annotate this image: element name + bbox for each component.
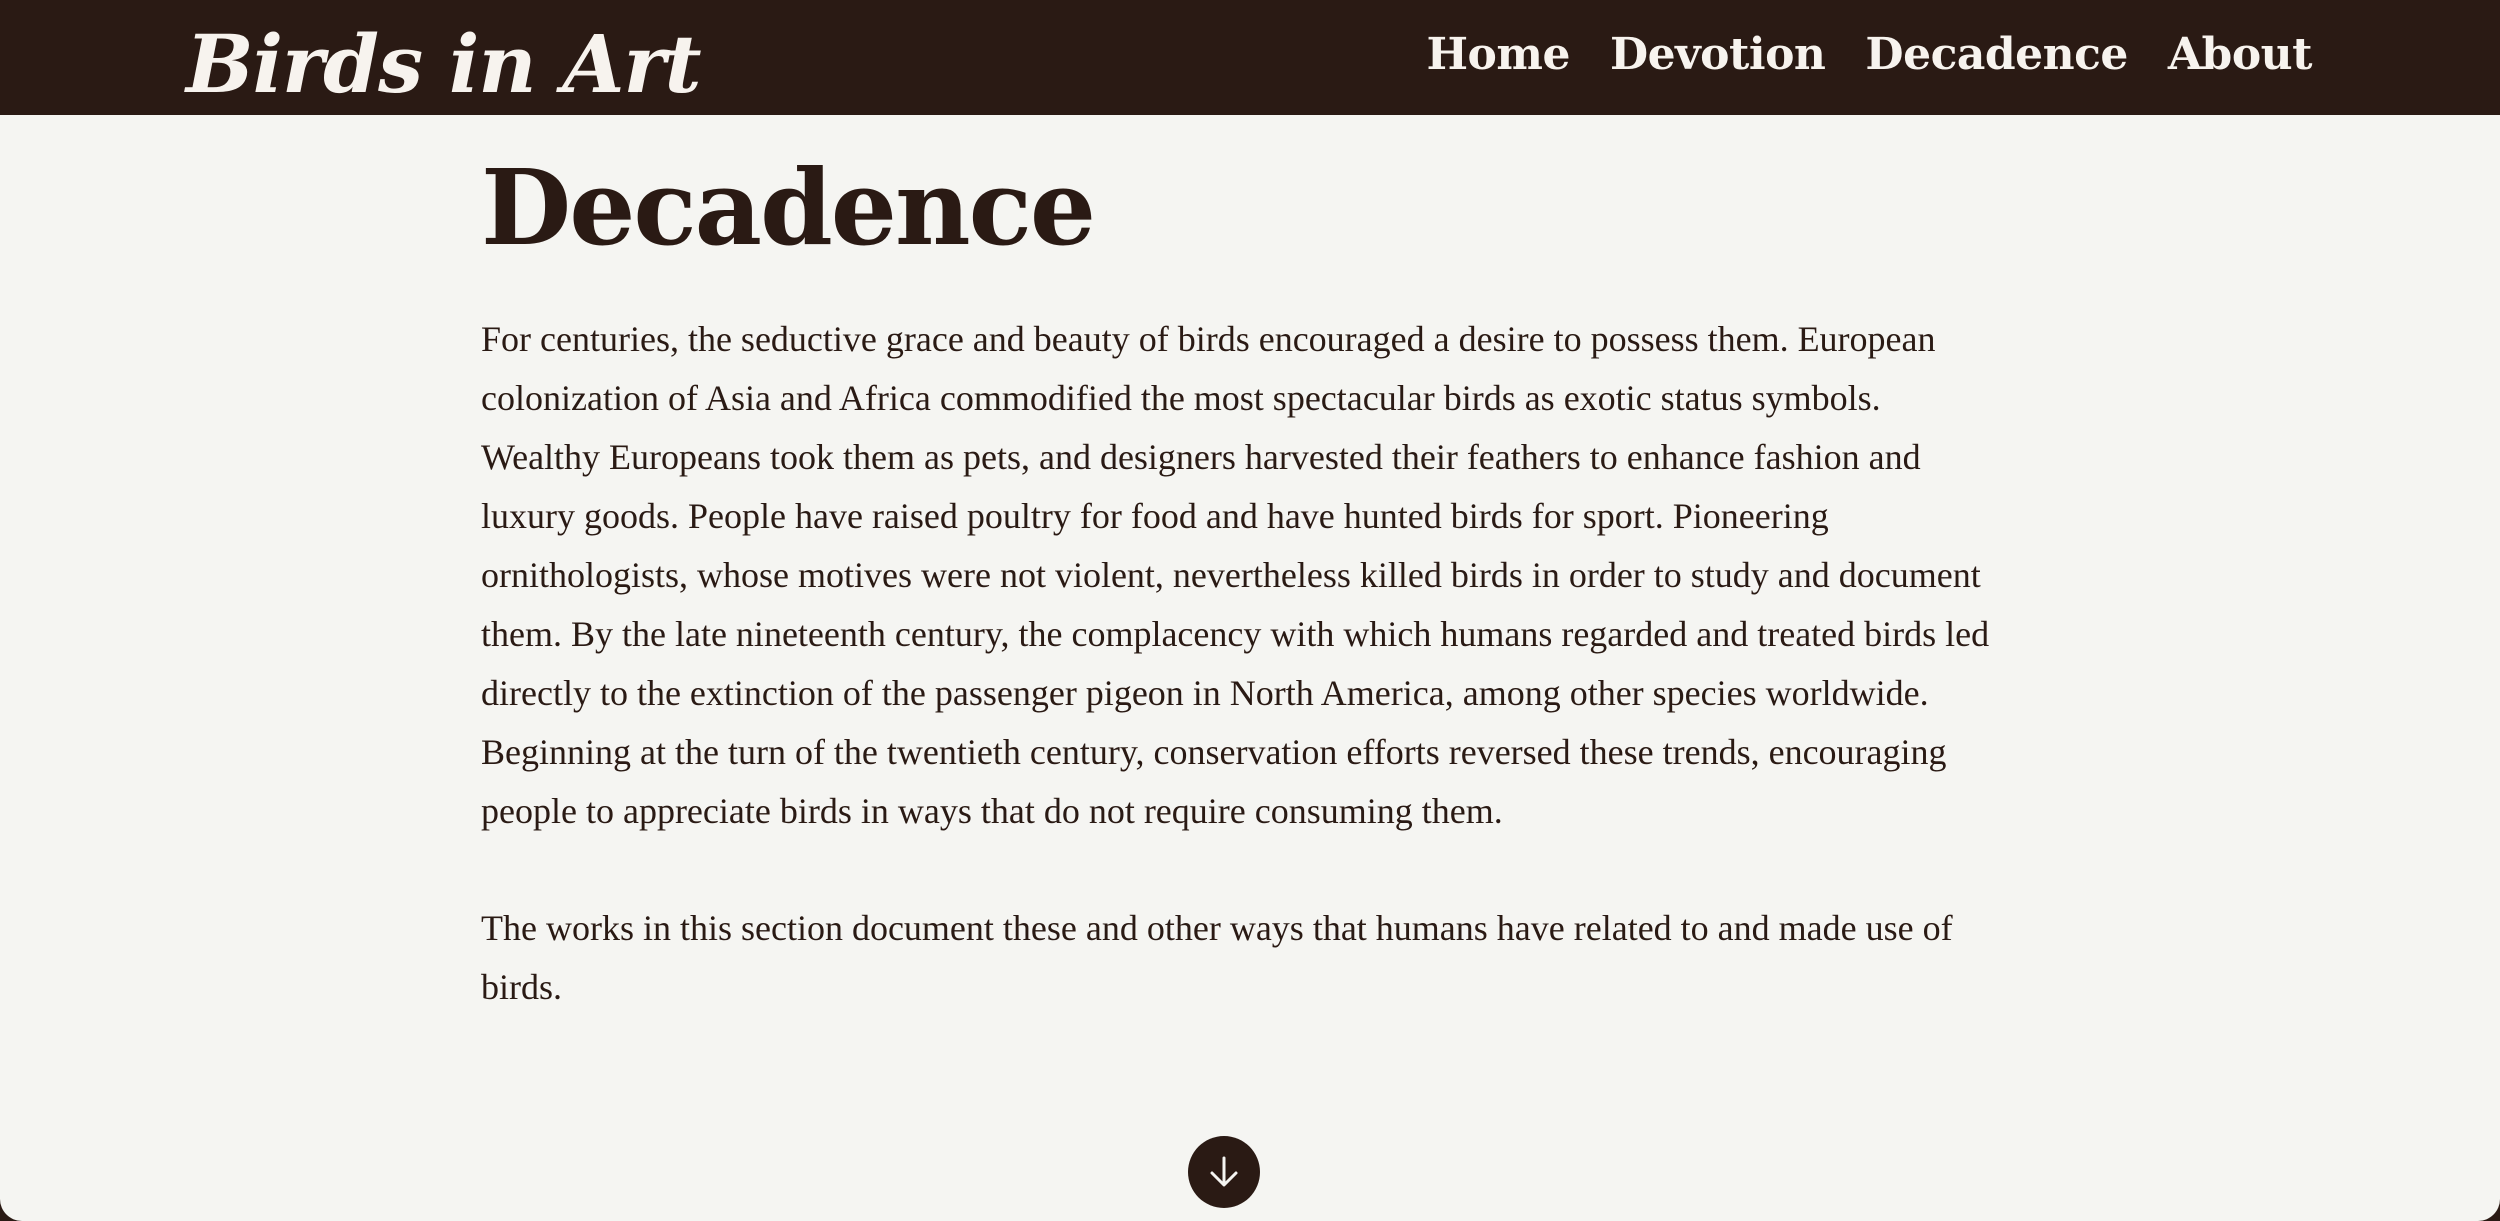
arrow-down-icon — [1204, 1152, 1244, 1192]
main-nav — [1426, 0, 2312, 115]
nav-item-about[interactable]: About — [2167, 28, 2312, 80]
intro-paragraph: For centuries, the seductive grace and beauty of birds encouraged a desire to possess them. European colonization of Asia and Africa commodified the most spectacular birds as exotic status symbols. Wealthy Europeans took them as pets, and designers harvested their feathers to enhance fashion and luxury goods. People have raised poultry for food and have hunted birds for sport. Pioneering ornithologists, whose motives were not violent, nevertheless killed birds in order to study and document them. By the late nineteenth century, the complacency with which humans regarded and treated birds led directly to the extinction of the passenger pigeon in North America, among other species worldwide. Beginning at the turn of the twentieth century, conservation efforts reversed these trends, encouraging people to appreciate birds in ways that do not require consuming them. — [481, 319, 1990, 831]
scroll-down-button[interactable] — [1188, 1136, 1260, 1208]
site-header — [0, 0, 2500, 115]
section-paragraph: The works in this section document these and other ways that humans have related to and made use of birds. — [481, 908, 1953, 1007]
nav-item-decadence[interactable]: Decadence — [1865, 28, 2128, 80]
page-title: Decadence — [481, 146, 1095, 269]
nav-item-home[interactable]: Home — [1426, 28, 1570, 80]
nav-item-devotion[interactable]: Devotion — [1609, 28, 1826, 80]
site-title-link[interactable]: Birds in Art — [186, 17, 701, 111]
main-content — [481, 146, 1991, 1017]
